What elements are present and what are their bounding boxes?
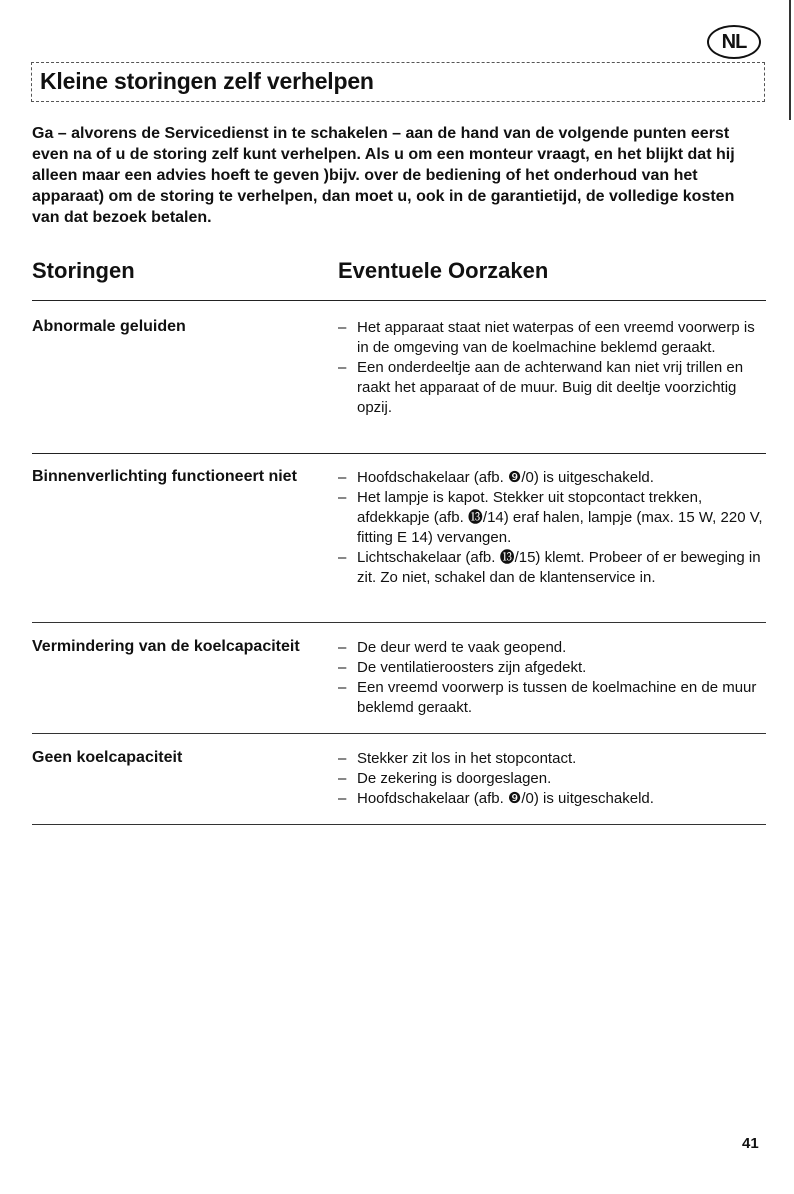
cause-item: – Hoofdschakelaar (afb. ❾/0) is uitgeschakeld. xyxy=(338,789,768,809)
page-number: 41 xyxy=(742,1135,759,1152)
cause-item: – De zekering is doorgeslagen. xyxy=(338,769,768,789)
cause-item: – Lichtschakelaar (afb. ⓭/15) klemt. Probeer of er beweging in zit. Zo niet, schakel dan de klantenservice in. xyxy=(338,548,768,588)
cause-item: – Een onderdeeltje aan de achterwand kan niet vrij trillen en raakt het apparaat of de muur. Buig dit deeltje voorzichtig opzij. xyxy=(338,358,768,418)
header-rule xyxy=(32,300,766,301)
causes-column-header: Eventuele Oorzaken xyxy=(338,258,549,283)
cause-item: – Het apparaat staat niet waterpas of een vreemd voorwerp is in de omgeving van de koelmachine beklemd geraakt. xyxy=(338,318,768,358)
intro-paragraph: Ga – alvorens de Servicedienst in te schakelen – aan de hand van de volgende punten eerst even na of u de storing zelf kunt verhelpen. Als u om een monteur vraagt, en het blijkt dat hij alleen maar een advies hoeft te geven )bijv. over de bediening of het onderhoud van het apparaat) om de storing te verhelpen, dan moet u, ook in de garantietijd, de volledige kosten van dat bezoek betalen. xyxy=(32,125,735,226)
row-divider xyxy=(32,733,766,734)
page-edge-mark xyxy=(789,0,791,120)
cause-list xyxy=(338,318,768,418)
faults-column-header: Storingen xyxy=(32,258,135,283)
fault-label: Vermindering van de koelcapaciteit xyxy=(32,638,300,655)
row-divider xyxy=(32,824,766,825)
cause-item: – De ventilatieroosters zijn afgedekt. xyxy=(338,658,768,678)
cause-item: – Stekker zit los in het stopcontact. xyxy=(338,749,768,769)
cause-list xyxy=(338,749,768,809)
cause-list xyxy=(338,468,768,588)
cause-item: – Hoofdschakelaar (afb. ❾/0) is uitgeschakeld. xyxy=(338,468,768,488)
cause-list xyxy=(338,638,768,718)
fault-label: Geen koelcapaciteit xyxy=(32,749,183,766)
fault-label: Binnenverlichting functioneert niet xyxy=(32,468,297,485)
cause-item: – De deur werd te vaak geopend. xyxy=(338,638,768,658)
cause-item: – Het lampje is kapot. Stekker uit stopcontact trekken, afdekkapje (afb. ⓭/14) eraf halen, lampje (max. 15 W, 220 V, fitting E 14) vervangen. xyxy=(338,488,768,548)
page-title: Kleine storingen zelf verhelpen xyxy=(40,68,374,94)
row-divider xyxy=(32,453,766,454)
fault-label: Abnormale geluiden xyxy=(32,318,186,335)
row-divider xyxy=(32,622,766,623)
language-badge: NL xyxy=(707,25,761,59)
cause-item: – Een vreemd voorwerp is tussen de koelmachine en de muur beklemd geraakt. xyxy=(338,678,768,718)
